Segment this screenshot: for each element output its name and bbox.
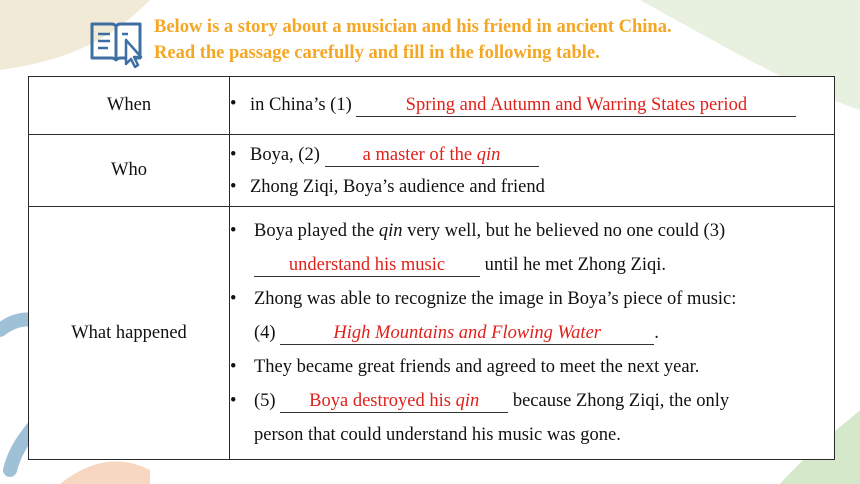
list-item: • (5) Boya destroyed his qin because Zhong Ziqi, the only xyxy=(230,384,834,418)
answer-blank-2[interactable]: a master of the qin xyxy=(325,144,539,167)
answer-blank-3[interactable]: understand his music xyxy=(254,254,480,277)
row-content-when xyxy=(230,77,835,135)
list-item: • Boya played the qin very well, but he believed no one could (3) xyxy=(230,214,834,248)
instruction-line-2: Read the passage carefully and fill in the following table. xyxy=(154,43,600,63)
table-row-when xyxy=(29,77,835,135)
row-content-who xyxy=(230,135,835,207)
bottom-left-peach-shape xyxy=(60,462,150,484)
answer-blank-1[interactable]: Spring and Autumn and Warring States period xyxy=(356,94,796,117)
list-item: • in China’s (1) Spring and Autumn and Warring States period xyxy=(230,94,834,117)
table-row-what-happened xyxy=(29,207,835,460)
story-table xyxy=(28,76,835,460)
list-item: • Zhong was able to recognize the image in Boya’s piece of music: xyxy=(230,282,834,316)
row-label-who: Who xyxy=(29,135,230,207)
open-book-icon xyxy=(88,14,144,70)
row-label-when: When xyxy=(29,77,230,135)
row-content-what-happened xyxy=(230,207,835,460)
instruction-text xyxy=(154,14,834,66)
instruction-header xyxy=(88,14,828,74)
table-row-who xyxy=(29,135,835,207)
list-item-continuation: person that could understand his music was gone. xyxy=(254,425,621,445)
list-item-continuation: (4) High Mountains and Flowing Water . xyxy=(254,323,659,343)
list-item-continuation: understand his music until he met Zhong Ziqi. xyxy=(230,248,834,282)
instruction-line-1: Below is a story about a musician and his friend in ancient China. xyxy=(154,17,672,37)
row-label-what-happened: What happened xyxy=(29,207,230,460)
list-item: • Boya, (2) a master of the qin xyxy=(230,139,834,171)
answer-blank-4[interactable]: High Mountains and Flowing Water xyxy=(280,322,654,345)
list-item: • They became great friends and agreed to meet the next year. xyxy=(230,350,834,384)
answer-blank-5[interactable]: Boya destroyed his qin xyxy=(280,390,508,413)
list-item: • Zhong Ziqi, Boya’s audience and friend xyxy=(230,171,834,203)
